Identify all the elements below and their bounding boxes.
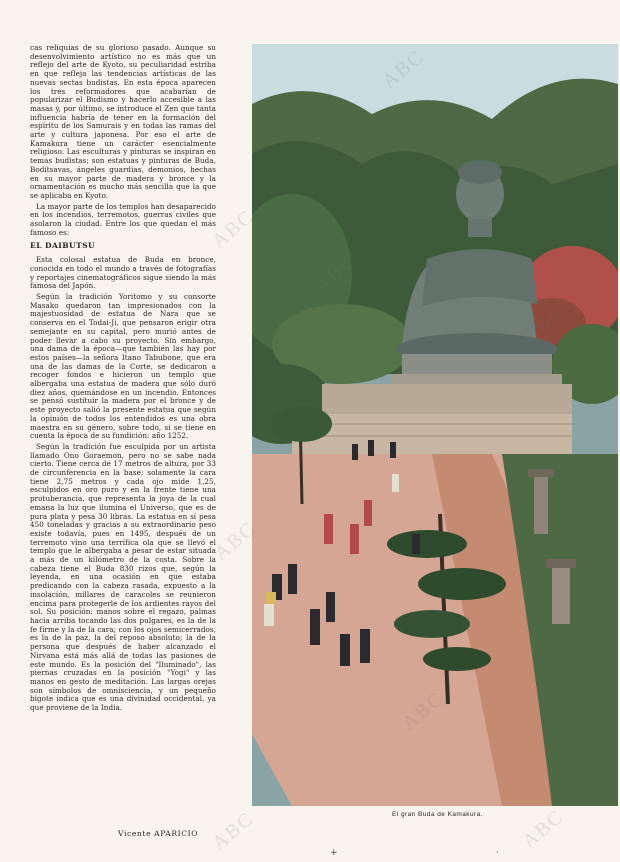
article-paragraph: La mayor parte de los templos han desaparecido en los incendios, terremotos, guerras civiles que asolaron la ciudad. Entre los que quedan el más famoso es: [30, 201, 216, 237]
article-paragraph: Según la tradición fue esculpida por un artista llamado Ono Goraemon, pero no se sabe nada cierto. Tiene cerca de 17 metros de altura, por 33 de circunferencia en la base; solamente la cara tiene 2,75 metros y cada ojo mide 1,25, esculpidos en oro puro y en la frente tiene una protuberancia, que representa la joya de la cual emana la luz que ilumina el Universo, que es de pura plata y pesa 30 libras. La estatua en sí pesa 450 toneladas y gracias a su extraordinario peso existe todavía, pues en 1495, después de un terremoto vino una terrífica ola que se llevó el templo que le albergaba a pesar de estar situada a más de un kilómetro de la costa. Sobre la cabeza tiene el Buda 830 rizos que, según la leyenda, en una ocasión en que estaba predicando con la cabeza rasada, expuesto a la insolación, millares de caracoles se reunieron encima para protegerle de los ardientes rayos del sol. Su posición: manos sobre el regazo, palmas hacia arriba tocando las dos pulgares, es la de la fe firme y la de la cara; con los ojos semicerrados, es la de la paz, la del reposo absoluto; la de la persona que después de haber alcanzado el Nirvana está más allá de todas las pasiones de este mundo. Es la posición del "Iluminado", las piernas cruzadas en la posición "Yogi" y las manos en gesto de meditación. Las largas orejas son símbolos de omnisciencia, y un pequeño bigote indica que es una divinidad occidental, ya que proviene de la India. [30, 441, 216, 713]
buddha-photo [252, 44, 618, 806]
watermark-text: ABC [210, 517, 261, 565]
article-paragraph: Esta colosal estatua de Buda en bronce, conocida en todo el mundo a través de fotografías y reportajes cinematográficos sigue siendo la más famosa del Japón. [30, 255, 216, 291]
register-mark: + [330, 848, 338, 858]
article-column [30, 44, 216, 715]
watermark-text: ABC [208, 807, 259, 855]
author-byline: Vicente APARICIO [118, 829, 199, 838]
watermark-text: ABC [518, 805, 569, 853]
article-paragraph: Según la tradición Yoritomo y su consorte Masako quedaron tan impresionados con la majestuosidad de estatua de Nara que se conserva en el Todai-Ji, que pensaron erigir otra semejante en su capital, pero murió antes de poder llevar a cabo su proyecto. Sin embargo, una dama de la época—que también las hay por estos países—la señora Itano Tabubone, que era una de las damas de la Corte, se dedicaron a recoger fondos e hicieron un templo que albergaba una estatua de madera que sólo duró diez años, quemándose en un incendio. Entonces se pensó sustituir la madera por el bronce y de este proyecto salió la presente estatua que según la opinión de todos los entendidos es una obra maestra en su género, sobre todo, si se tiene en cuenta la época de su fundición: año 1252. [30, 291, 216, 441]
photo-caption: El gran Buda de Kamakura. [392, 811, 484, 818]
section-heading: EL DAIBUTSU [30, 241, 95, 251]
watermark-text: ABC [208, 205, 259, 253]
register-mark: · [496, 848, 499, 858]
kamakura-daibutsu-illustration [252, 44, 618, 806]
article-paragraph: cas reliquias de su glorioso pasado. Aunque su desenvolvimiento artístico no es más que un reflejo del arte de Kyoto, su peculiaridad estriba en que refleja las tendencias artísticas de las nuevas sectas budistas. En esta época aparecen los tres reformadores que acabarían de popularizar el Budismo y hacerlo accesible a las masas y, por último, se introduce el Zen que tanta influencia habría de tener en la formación del espíritu de los Samurais y en todas las ramas del arte y cultura japonesa. Por eso el arte de Kamakura tiene un carácter esencialmente religioso. Las esculturas y pinturas se inspiran en temas budistas; son estatuas y pinturas de Buda, Boditsavas, ángeles guardias, demonios, hechas en su mayor parte de madera y bronce y la ornamentación es mucho más sencilla que la que se aplicaba en Kyoto. [30, 43, 216, 200]
